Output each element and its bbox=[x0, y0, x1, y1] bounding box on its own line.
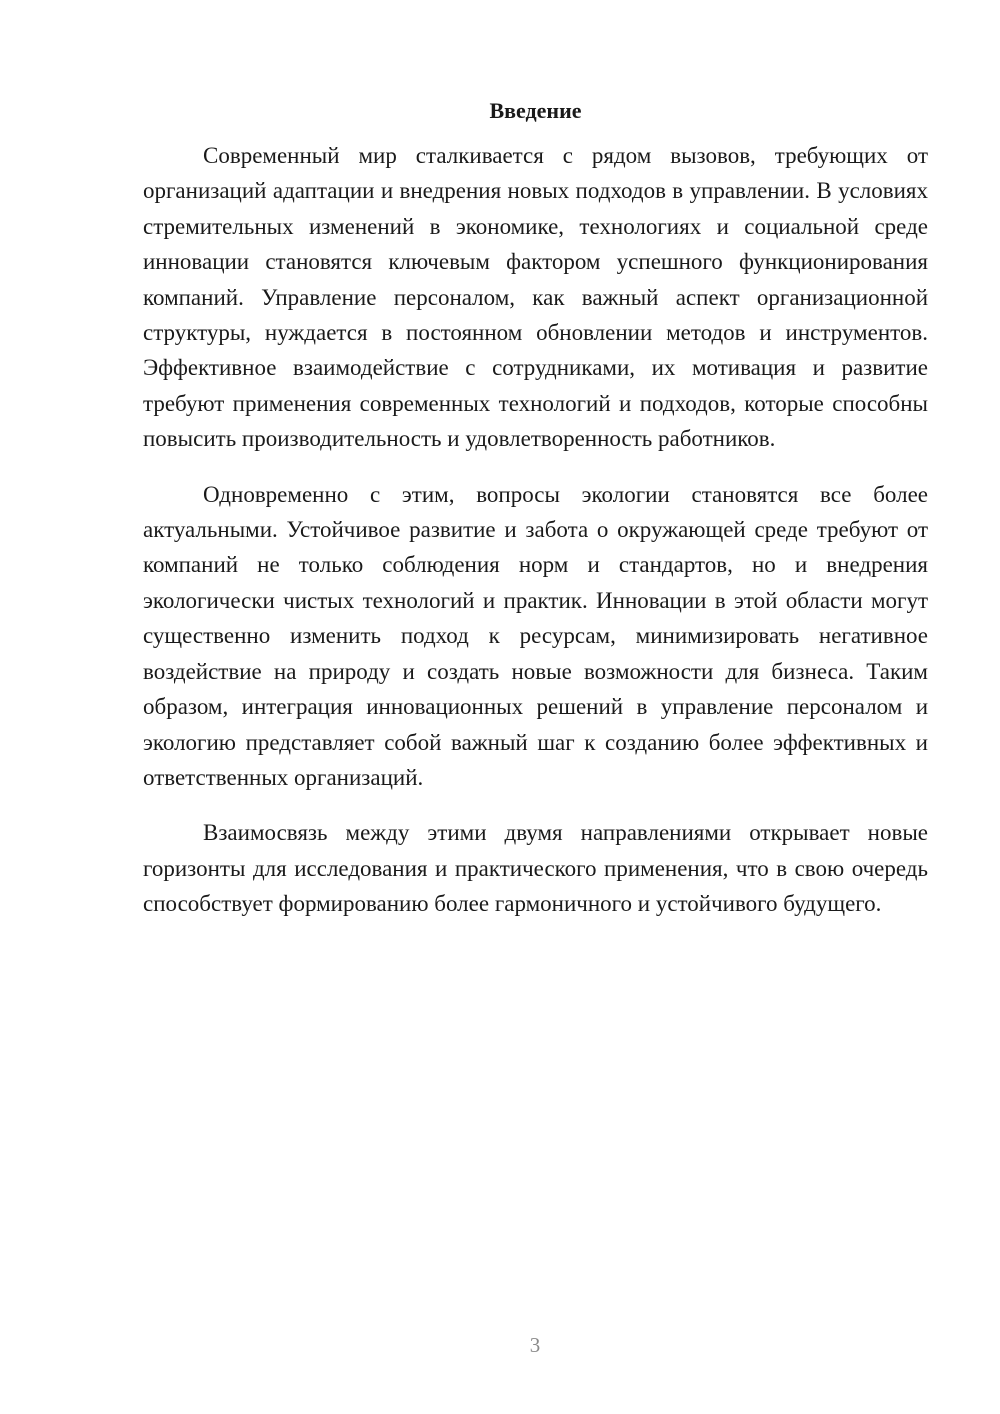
page-number: 3 bbox=[529, 1333, 541, 1357]
section-heading: Введение bbox=[489, 98, 582, 123]
paragraph-2: Одновременно с этим, вопросы экологии становятся все более актуальными. Устойчивое развитие и забота о окружающей среде требуют от компаний не только соблюдения норм и стандартов, но и внедрения экологически чистых технологий и практик. Инновации в этой области могут существенно изменить подход к ресурсам, минимизировать негативное воздействие на природу и создать новые возможности для бизнеса. Таким образом, интеграция инновационных решений в управление персоналом и экологию представляет собой важный шаг к созданию более эффективных и ответственных организаций. bbox=[143, 481, 928, 790]
paragraph-3: Взаимосвязь между этими двумя направлениями открывает новые горизонты для исследования и практического применения, что в свою очередь способствует формированию более гармоничного и устойчивого будущего. bbox=[143, 820, 928, 917]
page-body bbox=[143, 96, 928, 942]
paragraph-1: Современный мир сталкивается с рядом вызовов, требующих от организаций адаптации и внедрения новых подходов в управлении. В условиях стремительных изменений в экономике, технологиях и социальной среде инновации становятся ключевым фактором успешного функционирования компаний. Управление персоналом, как важный аспект организационной структуры, нуждается в постоянном обновлении методов и инструментов. Эффективное взаимодействие с сотрудниками, их мотивация и развитие требуют применения современных технологий и подходов, которые способны повысить производительность и удовлетворенность работников. bbox=[143, 143, 928, 452]
